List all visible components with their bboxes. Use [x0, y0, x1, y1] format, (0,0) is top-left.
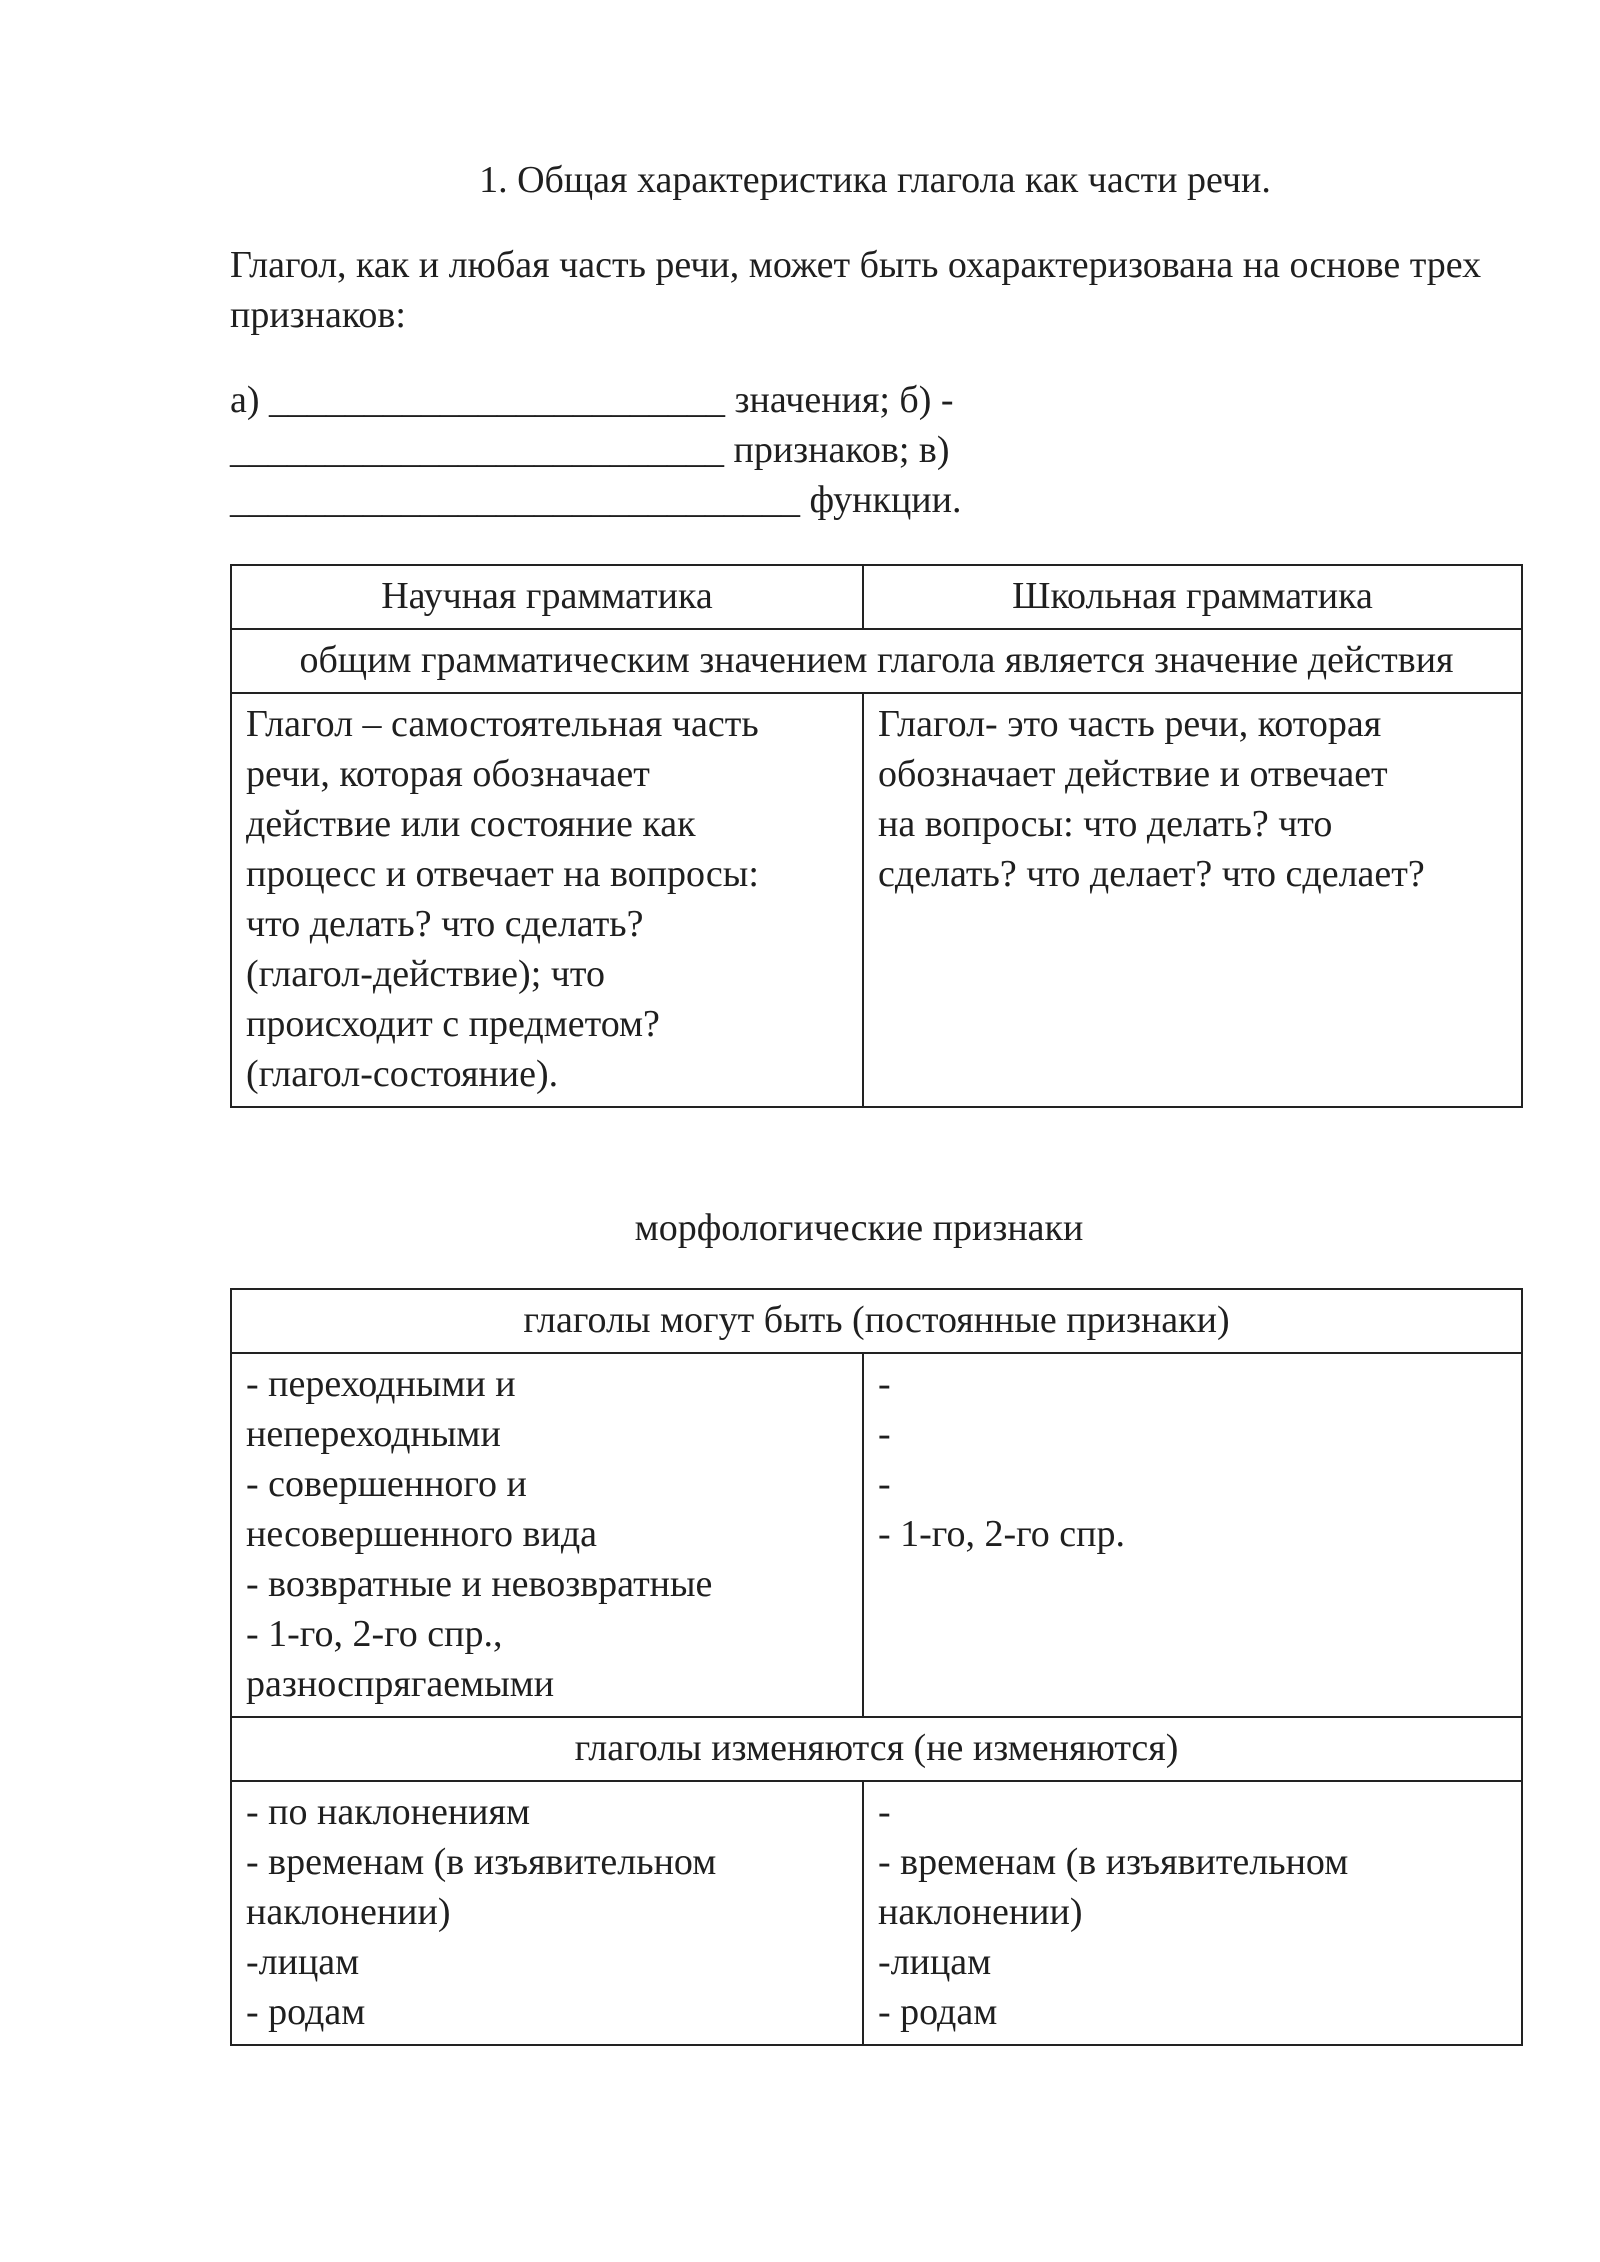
text-line: (глагол-состояние).: [246, 1053, 559, 1095]
text-line: -лицам: [878, 1941, 992, 1983]
text-line: - по наклонениям: [246, 1791, 531, 1833]
text-line: что делать? что сделать?: [246, 903, 644, 945]
blank-line-a: а) ________________________ значения; б) -: [230, 379, 954, 421]
table-row: [231, 1289, 1522, 1353]
text-line: - родам: [878, 1991, 998, 2033]
text-line: -лицам: [246, 1941, 360, 1983]
table-row: [231, 1353, 1522, 1717]
text-line: - родам: [246, 1991, 366, 2033]
header-school-grammar: Школьная грамматика: [863, 565, 1522, 629]
text-line: разноспрягаемыми: [246, 1663, 555, 1705]
table-row: [231, 565, 1522, 629]
morphology-label: морфологические признаки: [634, 1207, 1084, 1249]
text-line: Глагол- это часть речи, которая: [878, 703, 1382, 745]
text-line: процесс и отвечает на вопросы:: [246, 853, 759, 895]
text-line: действие или состояние как: [246, 803, 696, 845]
school-variable-cell: [863, 1781, 1522, 2045]
variable-features-header: глаголы изменяются (не изменяются): [231, 1717, 1522, 1781]
text-line: (глагол-действие); что: [246, 953, 605, 995]
header-scientific-grammar: Научная грамматика: [231, 565, 863, 629]
text-line: - переходными и: [246, 1363, 516, 1405]
text-line: на вопросы: что делать? что: [878, 803, 1333, 845]
text-line: - 1-го, 2-го спр.: [878, 1513, 1125, 1555]
blank-line-b: __________________________ признаков; в): [230, 429, 950, 471]
text-line: несовершенного вида: [246, 1513, 598, 1555]
text-line: наклонении): [246, 1891, 451, 1933]
text-line: непереходными: [246, 1413, 501, 1455]
text-line: наклонении): [878, 1891, 1083, 1933]
table-row: [231, 629, 1522, 693]
text-line: -: [878, 1363, 891, 1405]
grammar-comparison-table: [230, 564, 1523, 1108]
table-row: [231, 1717, 1522, 1781]
scientific-definition-cell: [231, 693, 863, 1107]
text-line: -: [878, 1791, 891, 1833]
table-row: [231, 1781, 1522, 2045]
school-constant-cell: [863, 1353, 1522, 1717]
text-line: происходит с предметом?: [246, 1003, 660, 1045]
school-definition-cell: [863, 693, 1522, 1107]
text-line: Глагол – самостоятельная часть: [246, 703, 759, 745]
general-meaning-row: общим грамматическим значением глагола является значение действия: [231, 629, 1522, 693]
text-line: -: [878, 1463, 891, 1505]
text-line: - возвратные и невозвратные: [246, 1563, 713, 1605]
text-line: сделать? что делает? что сделает?: [878, 853, 1425, 895]
text-line: обозначает действие и отвечает: [878, 753, 1388, 795]
text-line: - временам (в изъявительном: [246, 1841, 717, 1883]
text-line: - совершенного и: [246, 1463, 527, 1505]
text-line: -: [878, 1413, 891, 1455]
text-line: - 1-го, 2-го спр.,: [246, 1613, 503, 1655]
blank-line-c: ______________________________ функции.: [230, 479, 962, 521]
text-line: речи, которая обозначает: [246, 753, 650, 795]
fill-in-blanks: [230, 375, 1530, 525]
constant-features-header: глаголы могут быть (постоянные признаки): [231, 1289, 1522, 1353]
scientific-constant-cell: [231, 1353, 863, 1717]
table-row: [231, 693, 1522, 1107]
text-line: - временам (в изъявительном: [878, 1841, 1349, 1883]
intro-paragraph: Глагол, как и любая часть речи, может быть охарактеризована на основе трех признаков:: [230, 244, 1482, 336]
morphology-table: [230, 1288, 1523, 2046]
scientific-variable-cell: [231, 1781, 863, 2045]
section-heading: 1. Общая характеристика глагола как части речи.: [479, 159, 1271, 201]
